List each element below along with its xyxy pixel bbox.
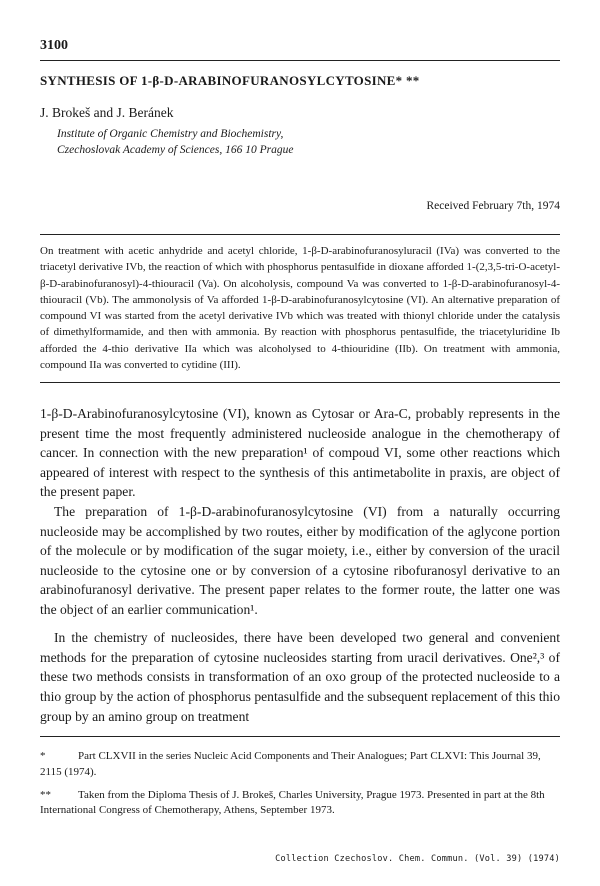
footnote-2 (40, 788, 560, 819)
paper-page (40, 38, 560, 827)
abstract: On treatment with acetic anhydride and acetyl chloride, 1-β-D-arabinofuranosyluracil (IVa) was converted to the triacetyl derivative IVb, the reaction of which with phosphorus pentasulfide in dioxane afforded 1-(2,3,5-tri-O-acetyl-β-D-arabinofuranosyl)-4-thiouracil (Va). On alcoholysis, compound Va was converted to 1-β-D-arabinofuranosyl-4-thiouracil (Vb). The ammonolysis of Va afforded 1-β-D-arabinofuranosylcytosine (VI). An alternative preparation of compound VI was started from the acetyl derivative IVb which was treated with thionyl chloride under the catalysis of dimethylformamide, and then with ammonia. By reaction with phosphorus pentasulfide, the triacetyluridine Ib afforded the 4-thio derivative IIa which was alcoholysed to 4-thiouridine (IIb). On treatment with ammonia, compound IIa was converted to cytidine (III). (40, 245, 560, 371)
header-rule (40, 60, 560, 61)
abstract-bottom-rule (40, 382, 560, 383)
affiliation-line-2: Czechoslovak Academy of Sciences, 166 10 Prague (57, 143, 294, 156)
footnote-1 (40, 749, 560, 780)
footnote-mark: * (40, 750, 46, 763)
footnote-rule (40, 736, 560, 737)
page-number: 3100 (40, 38, 68, 53)
article-body (40, 404, 560, 726)
body-paragraph-1: 1-β-D-Arabinofuranosylcytosine (VI), known as Cytosar or Ara-C, probably represents in the present time the most frequently administered nucleoside analogue in the chemotherapy of cancer. In connection with the new preparation¹ of compoud VI, some other reactions which appeared of interest with respect to the synthesis of this antimetabolite in praxis, are object of the present paper. (40, 406, 560, 500)
article-title: SYNTHESIS OF 1-β-D-ARABINOFURANOSYLCYTOSINE* ** (40, 73, 420, 88)
body-paragraph-3: In the chemistry of nucleosides, there have been developed two general and convenient methods for the preparation of cytosine nucleosides starting from uracil derivatives. One²,³ of these two methods consists in transformation of an oxo group of the protected nucleoside to a thio group by the action of phosphorus pentasulfide and the subsequent replacement of this thio group by an amino group on treatment (40, 630, 560, 724)
footnote-mark: ** (40, 788, 51, 801)
footnote-text: Taken from the Diploma Thesis of J. Brokeš, Charles University, Prague 1973. Presented in part at the 8th International Congress of Chemotherapy, Athens, September 1973. (40, 788, 545, 817)
abstract-top-rule (40, 234, 560, 235)
body-paragraph-2: The preparation of 1-β-D-arabinofuranosylcytosine (VI) from a naturally occurring nucleoside may be accomplished by two routes, either by modification of the aglycone portion of the molecule or by modification of the sugar moiety, i.e., either by conversion of the uracil nucleoside to the cytosine one or by conversion of a cytosine ribofuranosyl derivative to an arabinofuranosyl derivative. The present paper relates to the former route, the latter one was the object of an earlier communication¹. (40, 503, 560, 617)
affiliation-line-1: Institute of Organic Chemistry and Biochemistry, (57, 128, 284, 140)
received-date: Received February 7th, 1974 (426, 200, 560, 213)
journal-footer: Collection Czechoslov. Chem. Commun. (Vol. 39) (1974) (275, 854, 560, 864)
footnote-text: Part CLXVII in the series Nucleic Acid Components and Their Analogues; Part CLXVI: This Journal 39, 2115 (1974). (40, 750, 541, 778)
authors: J. Brokeš and J. Beránek (40, 105, 174, 120)
